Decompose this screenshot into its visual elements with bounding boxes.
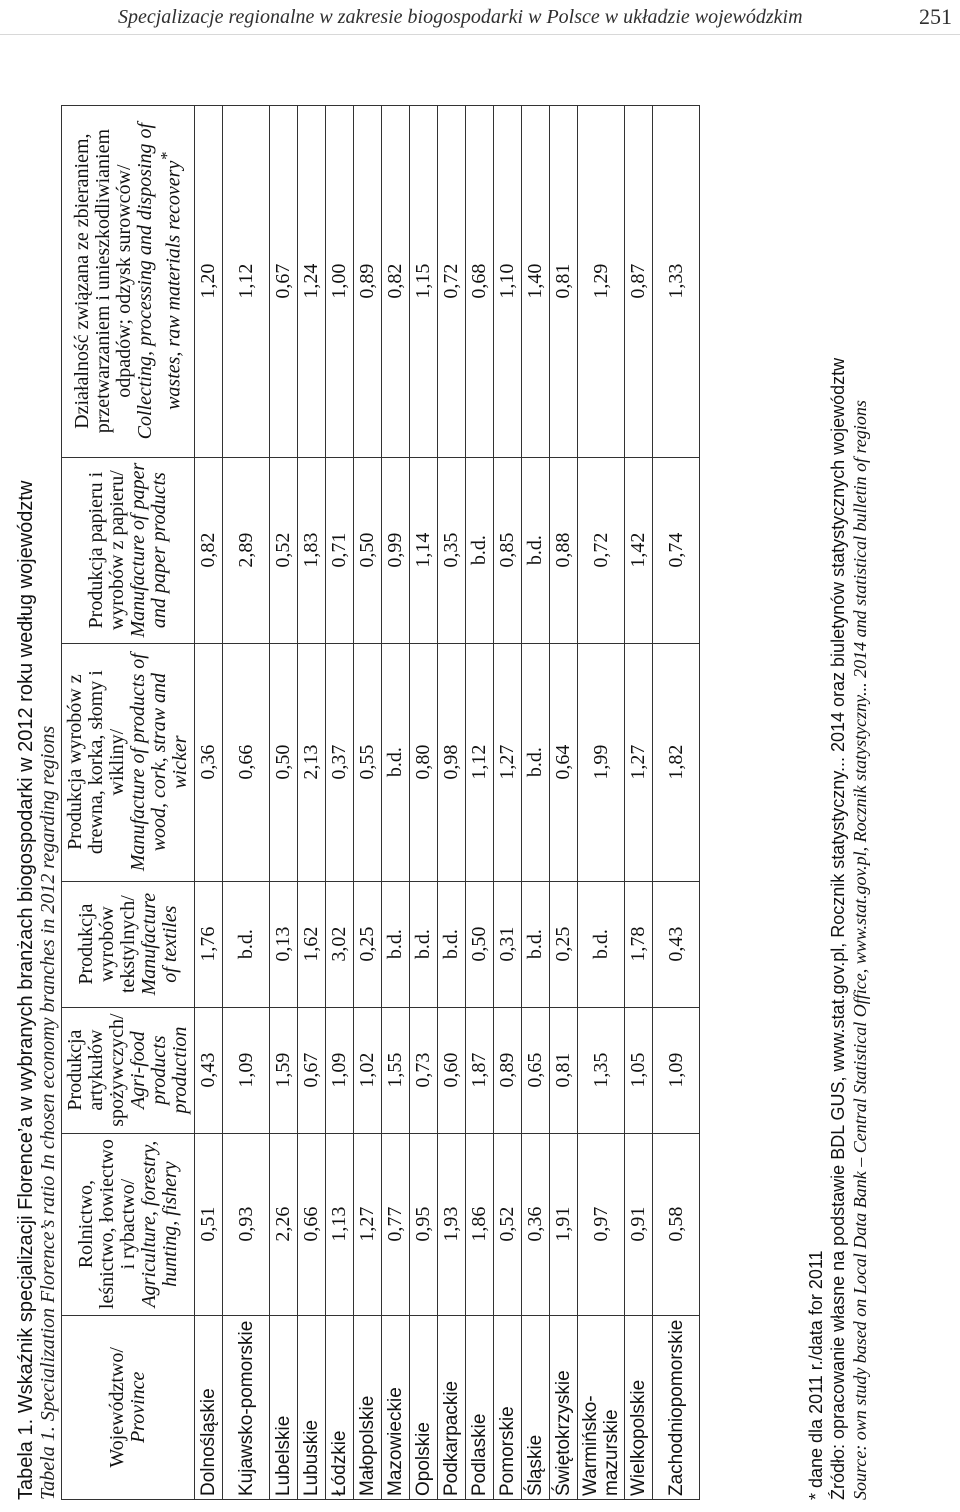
value-cell: 0,89 bbox=[354, 105, 382, 457]
value-cell: 1,09 bbox=[326, 1007, 354, 1133]
value-cell: b.d. bbox=[410, 881, 438, 1007]
province-cell: Świętokrzyskie bbox=[550, 1315, 578, 1499]
table-notes bbox=[805, 358, 871, 1500]
value-cell: 3,02 bbox=[326, 881, 354, 1007]
value-cell: 0,66 bbox=[223, 643, 270, 881]
value-cell: 0,43 bbox=[653, 881, 700, 1007]
table-row bbox=[223, 105, 270, 1499]
value-cell: 0,81 bbox=[550, 1007, 578, 1133]
table-body bbox=[195, 105, 700, 1499]
florence-ratio-table bbox=[61, 105, 700, 1500]
value-cell: 0,77 bbox=[382, 1133, 410, 1315]
source-pl: Źródło: opracowanie własne na podstawie BDL GUS, www.stat.gov.pl, Rocznik statystyczny... 2014 oraz biuletynów statystycznych województw bbox=[828, 357, 848, 1500]
value-cell: b.d. bbox=[522, 881, 550, 1007]
value-cell: 0,52 bbox=[494, 1133, 522, 1315]
value-cell: 1,05 bbox=[625, 1007, 653, 1133]
value-cell: 0,91 bbox=[625, 1133, 653, 1315]
value-cell: 1,29 bbox=[578, 105, 625, 457]
table-row bbox=[550, 105, 578, 1499]
value-cell: 0,37 bbox=[326, 643, 354, 881]
value-cell: 1,86 bbox=[466, 1133, 494, 1315]
province-cell: Podkarpackie bbox=[438, 1315, 466, 1499]
value-cell: b.d. bbox=[578, 881, 625, 1007]
table-header-row bbox=[62, 105, 195, 1499]
running-title: Specjalizacje regionalne w zakresie biogospodarki w Polsce w układzie wojewódzkim bbox=[118, 6, 803, 28]
table-row bbox=[578, 105, 625, 1499]
value-cell: 0,85 bbox=[494, 457, 522, 643]
value-cell: 1,12 bbox=[466, 643, 494, 881]
table-row bbox=[438, 105, 466, 1499]
header-province bbox=[62, 1315, 195, 1499]
value-cell: 1,55 bbox=[382, 1007, 410, 1133]
value-cell: 0,50 bbox=[270, 643, 298, 881]
value-cell: 0,52 bbox=[270, 457, 298, 643]
value-cell: 1,83 bbox=[298, 457, 326, 643]
value-cell: b.d. bbox=[438, 881, 466, 1007]
header-en: Agri-food products production bbox=[127, 1026, 191, 1114]
value-cell: 1,20 bbox=[195, 105, 223, 457]
province-cell: Dolnośląskie bbox=[195, 1315, 223, 1499]
header-en: Manufacture of products of wood, cork, straw and wicker bbox=[127, 653, 191, 872]
table-row bbox=[466, 105, 494, 1499]
header-waste bbox=[62, 105, 195, 457]
value-cell: 1,99 bbox=[578, 643, 625, 881]
value-cell: 2,26 bbox=[270, 1133, 298, 1315]
table-container bbox=[61, 105, 700, 1500]
header-en-text: Collecting, processing and disposing of wastes, raw materials recovery bbox=[133, 122, 185, 440]
value-cell: 0,98 bbox=[438, 643, 466, 881]
value-cell: 1,87 bbox=[466, 1007, 494, 1133]
province-cell: Małopolskie bbox=[354, 1315, 382, 1499]
value-cell: 0,50 bbox=[466, 881, 494, 1007]
value-cell: 1,78 bbox=[625, 881, 653, 1007]
value-cell: 0,35 bbox=[438, 457, 466, 643]
value-cell: 1,27 bbox=[354, 1133, 382, 1315]
rotated-page-body bbox=[15, 30, 915, 1500]
value-cell: 0,82 bbox=[382, 105, 410, 457]
table-row bbox=[494, 105, 522, 1499]
value-cell: b.d. bbox=[466, 457, 494, 643]
header-wood bbox=[62, 643, 195, 881]
value-cell: 0,99 bbox=[382, 457, 410, 643]
value-cell: 0,13 bbox=[270, 881, 298, 1007]
value-cell: 0,51 bbox=[195, 1133, 223, 1315]
province-cell: Zachodniopomorskie bbox=[653, 1315, 700, 1499]
value-cell: 1,40 bbox=[522, 105, 550, 457]
value-cell: 1,33 bbox=[653, 105, 700, 457]
value-cell: 1,35 bbox=[578, 1007, 625, 1133]
province-cell: Opolskie bbox=[410, 1315, 438, 1499]
value-cell: 1,13 bbox=[326, 1133, 354, 1315]
value-cell: 0,93 bbox=[223, 1133, 270, 1315]
value-cell: 0,68 bbox=[466, 105, 494, 457]
province-cell: Kujawsko-pomorskie bbox=[223, 1315, 270, 1499]
province-cell: Lubelskie bbox=[270, 1315, 298, 1499]
table-row bbox=[625, 105, 653, 1499]
value-cell: 0,89 bbox=[494, 1007, 522, 1133]
value-cell: 0,73 bbox=[410, 1007, 438, 1133]
value-cell: 0,74 bbox=[653, 457, 700, 643]
header-agriculture bbox=[62, 1133, 195, 1315]
value-cell: 0,72 bbox=[438, 105, 466, 457]
value-cell: 0,58 bbox=[653, 1133, 700, 1315]
value-cell: 0,64 bbox=[550, 643, 578, 881]
header-paper bbox=[62, 457, 195, 643]
value-cell: 0,82 bbox=[195, 457, 223, 643]
value-cell: b.d. bbox=[522, 457, 550, 643]
header-pl: Produkcja wyrobów tekstylnych/ bbox=[74, 895, 139, 994]
value-cell: 0,36 bbox=[195, 643, 223, 881]
value-cell: 0,25 bbox=[550, 881, 578, 1007]
value-cell: 0,60 bbox=[438, 1007, 466, 1133]
header-textiles bbox=[62, 881, 195, 1007]
header-pl: Produkcja artykułów spożywczych/ bbox=[64, 1013, 128, 1127]
value-cell: 0,71 bbox=[326, 457, 354, 643]
table-row bbox=[354, 105, 382, 1499]
value-cell: 0,66 bbox=[298, 1133, 326, 1315]
value-cell: 1,27 bbox=[494, 643, 522, 881]
value-cell: 1,02 bbox=[354, 1007, 382, 1133]
footnote-mark: * bbox=[156, 152, 176, 161]
header-en: Manufacture of textiles bbox=[137, 892, 181, 996]
header-pl: Produkcja papieru i wyrobów z papieru/ bbox=[85, 470, 128, 631]
province-cell: Lubuskie bbox=[298, 1315, 326, 1499]
header-en: Manufacture of paper and paper products bbox=[127, 462, 170, 638]
value-cell: 0,67 bbox=[270, 105, 298, 457]
province-cell: Podlaskie bbox=[466, 1315, 494, 1499]
value-cell: 1,15 bbox=[410, 105, 438, 457]
value-cell: b.d. bbox=[382, 643, 410, 881]
value-cell: 0,87 bbox=[625, 105, 653, 457]
header-pl: Produkcja wyrobów z drewna, korka, słomy i wikliny/ bbox=[64, 670, 128, 855]
value-cell: 0,43 bbox=[195, 1007, 223, 1133]
value-cell: 1,14 bbox=[410, 457, 438, 643]
value-cell: 0,97 bbox=[578, 1133, 625, 1315]
source-en: Source: own study based on Local Data Bank – Central Statistical Office, www.stat.gov.pl, Rocznik statystyczny... 2014 and statistical bulletin of regions bbox=[850, 400, 870, 1500]
value-cell: 0,67 bbox=[298, 1007, 326, 1133]
value-cell: 0,65 bbox=[522, 1007, 550, 1133]
header-pl: Województwo/ bbox=[106, 1347, 128, 1468]
table-row bbox=[382, 105, 410, 1499]
header-en bbox=[135, 110, 185, 453]
value-cell: 2,89 bbox=[223, 457, 270, 643]
value-cell: 0,80 bbox=[410, 643, 438, 881]
header-pl: Działalność związana ze zbieraniem, przetwarzaniem i unieszkodliwianiem odpadów; odzysk surowców/ bbox=[70, 128, 135, 434]
value-cell: 1,76 bbox=[195, 881, 223, 1007]
value-cell: 1,10 bbox=[494, 105, 522, 457]
value-cell: 1,27 bbox=[625, 643, 653, 881]
value-cell: 0,95 bbox=[410, 1133, 438, 1315]
value-cell: 0,72 bbox=[578, 457, 625, 643]
value-cell: 0,50 bbox=[354, 457, 382, 643]
value-cell: b.d. bbox=[522, 643, 550, 881]
value-cell: 1,12 bbox=[223, 105, 270, 457]
value-cell: 0,88 bbox=[550, 457, 578, 643]
header-pl: Rolnictwo, leśnictwo, łowiectwo i rybactwo/ bbox=[74, 1139, 139, 1310]
province-cell: Warmińsko-mazurskie bbox=[578, 1315, 625, 1499]
table-row bbox=[195, 105, 223, 1499]
value-cell: 0,36 bbox=[522, 1133, 550, 1315]
value-cell: 2,13 bbox=[298, 643, 326, 881]
table-caption-en: Tabela 1. Specialization Florence’s ratio In chosen economy branches in 2012 regarding regions bbox=[37, 725, 59, 1500]
value-cell: 0,31 bbox=[494, 881, 522, 1007]
value-cell: 1,24 bbox=[298, 105, 326, 457]
value-cell: 1,00 bbox=[326, 105, 354, 457]
table-row bbox=[522, 105, 550, 1499]
value-cell: 0,25 bbox=[354, 881, 382, 1007]
table-row bbox=[653, 105, 700, 1499]
table-row bbox=[326, 105, 354, 1499]
province-cell: Łódzkie bbox=[326, 1315, 354, 1499]
table-caption-pl: Tabela 1. Wskaźnik specjalizacji Florence’a w wybranych branżach biogospodarki w 2012 roku według województw bbox=[15, 480, 37, 1500]
province-cell: Pomorskie bbox=[494, 1315, 522, 1499]
value-cell: 1,62 bbox=[298, 881, 326, 1007]
value-cell: 1,91 bbox=[550, 1133, 578, 1315]
header-en: Agriculture, forestry, hunting, fishery bbox=[137, 1140, 181, 1308]
value-cell: 1,59 bbox=[270, 1007, 298, 1133]
province-cell: Wielkopolskie bbox=[625, 1315, 653, 1499]
value-cell: 1,82 bbox=[653, 643, 700, 881]
province-cell: Śląskie bbox=[522, 1315, 550, 1499]
value-cell: 1,93 bbox=[438, 1133, 466, 1315]
value-cell: 1,09 bbox=[223, 1007, 270, 1133]
province-cell: Mazowieckie bbox=[382, 1315, 410, 1499]
table-row bbox=[298, 105, 326, 1499]
header-en: Province bbox=[127, 1371, 149, 1444]
value-cell: 1,42 bbox=[625, 457, 653, 643]
table-row bbox=[410, 105, 438, 1499]
value-cell: 0,81 bbox=[550, 105, 578, 457]
value-cell: 0,55 bbox=[354, 643, 382, 881]
value-cell: b.d. bbox=[382, 881, 410, 1007]
value-cell: 1,09 bbox=[653, 1007, 700, 1133]
footnote: * dane dla 2011 r./data for 2011 bbox=[806, 1250, 826, 1500]
table-row bbox=[270, 105, 298, 1499]
page-number: 251 bbox=[919, 4, 952, 29]
header-agri-food bbox=[62, 1007, 195, 1133]
value-cell: b.d. bbox=[223, 881, 270, 1007]
